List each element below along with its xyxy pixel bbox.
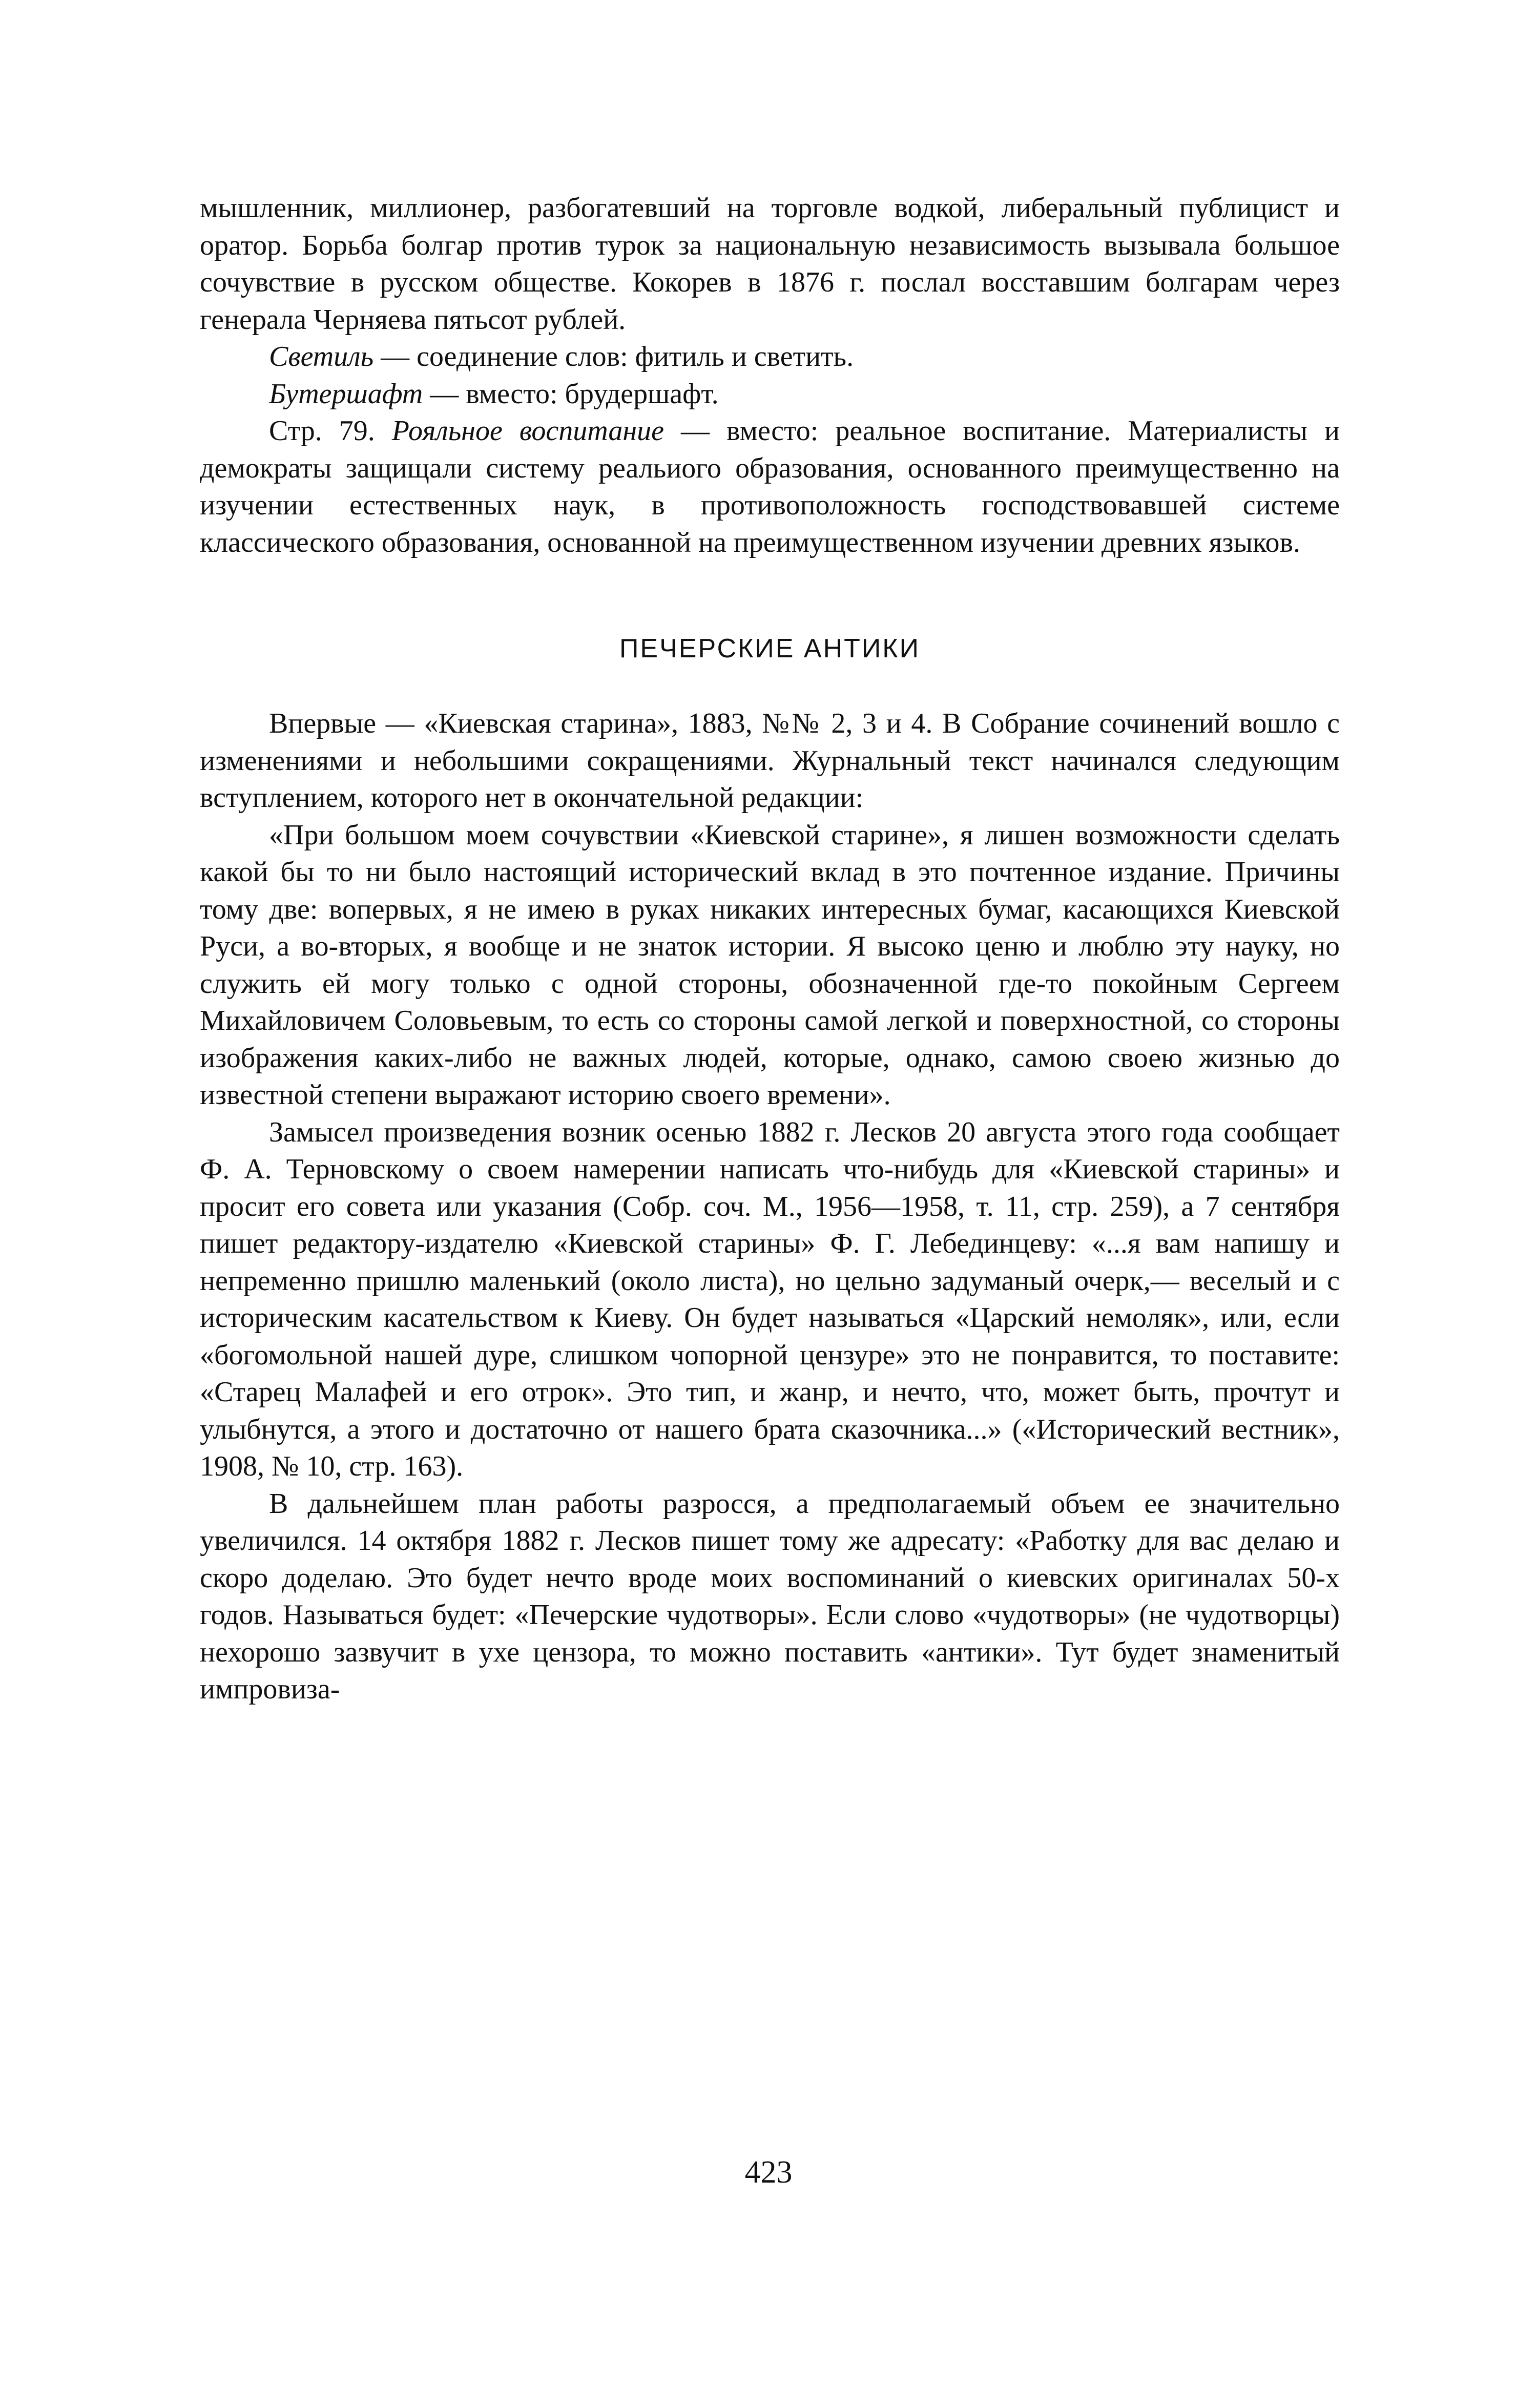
page-number: 423 — [744, 2155, 793, 2190]
section-paragraph: Замысел произведения возник осенью 1882 г. Лесков 20 августа этого года сообщает Ф. А. Терновскому о своем намерении написать что-нибудь для «Киевской старины» и просит его совета или указания (Собр. соч. М., 1956—1958, т. 11, стр. 259), а 7 сентября пишет редактору-издателю «Киевской старины» Ф. Г. Лебединцеву: «...я вам напишу и непременно пришлю маленький (около листа), но цельно задуманый очерк,— веселый и с историческим касательством к Киеву. Он будет называться «Царский немоляк», или, если «богомольной нашей дуре, слишком чопорной цензуре» это не понравится, то поставите: «Старец Малафей и его отрок». Это тип, и жанр, и нечто, что, может быть, прочтут и улыбнутся, а этого и достаточно от нашего брата сказочника...» («Исторический вестник», 1908, № 10, стр. 163). — [200, 1116, 1340, 1482]
note-explanation: — вместо: реальное воспитание. Материалисты и демократы защищали систему реальиого образования, основанного преимущественно на изучении естественных наук, в противоположность господствовавшей системе классического образования, основанной на преимущественном изучении древних языков. — [200, 415, 1340, 558]
note-svetil — [200, 338, 1340, 376]
note-explanation: — соединение слов: фитиль и светить. — [373, 341, 854, 372]
section-paragraph: Впервые — «Киевская старина», 1883, №№ 2, 3 и 4. В Собрание сочинений вошло с изменениями и небольшими сокращениями. Журнальный текст начинался следующим вступлением, которого нет в окончательной редакции: — [200, 708, 1340, 814]
note-term: Бутершафт — [269, 378, 423, 410]
note-page-ref: Стр. 79. — [269, 415, 392, 447]
note-butershaft — [200, 376, 1340, 413]
section-paragraph: В дальнейшем план работы разросся, а предполагаемый объем ее значительно увеличился. 14 октября 1882 г. Лесков пишет тому же адресату: «Работку для вас делаю и скоро доделаю. Это будет нечто вроде моих воспоминаний о киевских оригиналах 50-х годов. Называться будет: «Печерские чудотворы». Если слово «чудотворы» (не чудотворцы) нехорошо зазвучит в ухе цензора, то можно поставить «антики». Тут будет знаменитый импровиза- — [200, 1487, 1340, 1705]
note-royalnoe — [200, 412, 1340, 561]
section-title: ПЕЧЕРСКИЕ АНТИКИ — [619, 634, 920, 663]
page-body — [200, 190, 1340, 1708]
note-term: Светиль — [269, 341, 374, 372]
note-term: Рояльное воспитание — [391, 415, 664, 447]
note-paragraph-continuation: мышленник, миллионер, разбогатевший на торговле водкой, либеральный публицист и оратор. Борьба болгар против турок за национальную независимость вызывала большое сочувствие в русском обществе. Кокорев в 1876 г. послал восставшим болгарам через генерала Черняева пятьсот рублей. — [200, 192, 1340, 336]
note-explanation: — вместо: брудершафт. — [423, 378, 719, 410]
section-quote-paragraph: «При большом моем сочувствии «Киевской старине», я лишен возможности сделать какой бы то ни было настоящий исторический вклад в это почтенное издание. Причины тому две: вопервых, я не имею в руках никаких интересных бумаг, касающихся Киевской Руси, а во-вторых, я вообще и не знаток истории. Я высоко ценю и люблю эту науку, но служить ей могу только с одной стороны, обозначенной где-то покойным Сергеем Михайловичем Соловьевым, то есть со стороны самой легкой и поверхностной, со стороны изображения каких-либо не важных людей, которые, однако, самою своею жизнью до известной степени выражают историю своего времени». — [200, 819, 1340, 1111]
